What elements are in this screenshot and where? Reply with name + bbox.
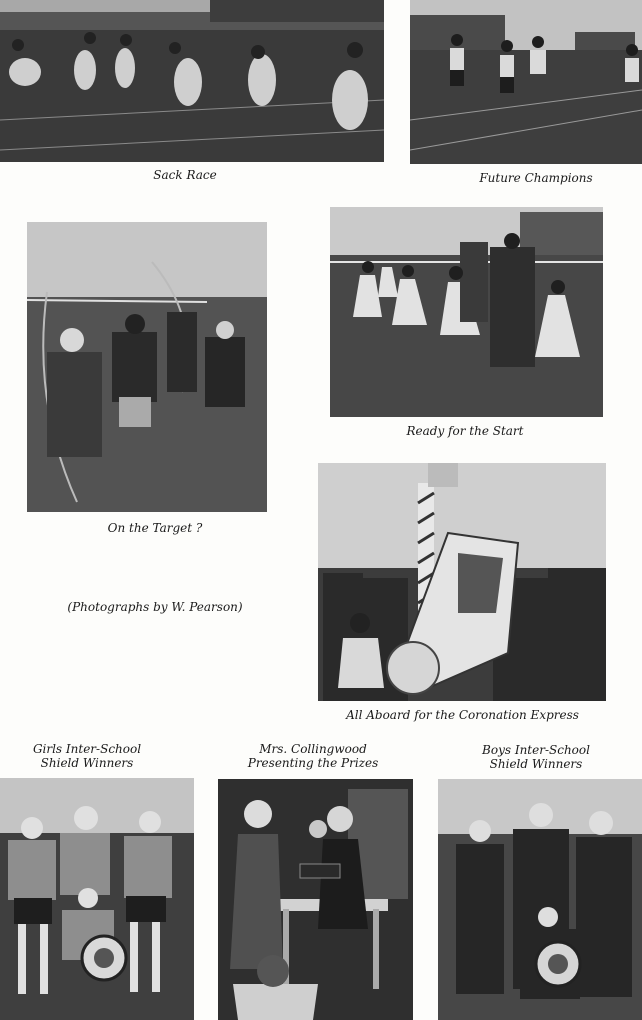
caption-presenting-prizes: Mrs. Collingwood Presenting the Prizes xyxy=(247,742,379,770)
ready-for-start-photo xyxy=(330,207,603,417)
boys-shield-photo xyxy=(438,779,642,1020)
caption-photo-credit: (Photographs by W. Pearson) xyxy=(67,600,243,614)
caption-coronation-express: All Aboard for the Coronation Express xyxy=(346,708,579,722)
caption-on-the-target: On the Target ? xyxy=(107,521,203,535)
caption-future-champions: Future Champions xyxy=(479,171,593,185)
caption-sack-race: Sack Race xyxy=(153,168,217,182)
on-the-target-photo xyxy=(27,222,267,512)
future-champions-photo xyxy=(410,0,642,164)
sack-race-photo xyxy=(0,0,384,162)
caption-ready-for-start: Ready for the Start xyxy=(406,424,524,438)
caption-boys-shield: Boys Inter-School Shield Winners xyxy=(482,743,590,771)
girls-shield-photo xyxy=(0,778,194,1020)
coronation-express-photo xyxy=(318,463,606,701)
caption-girls-shield: Girls Inter-School Shield Winners xyxy=(32,742,142,770)
presenting-prizes-photo xyxy=(218,779,413,1020)
